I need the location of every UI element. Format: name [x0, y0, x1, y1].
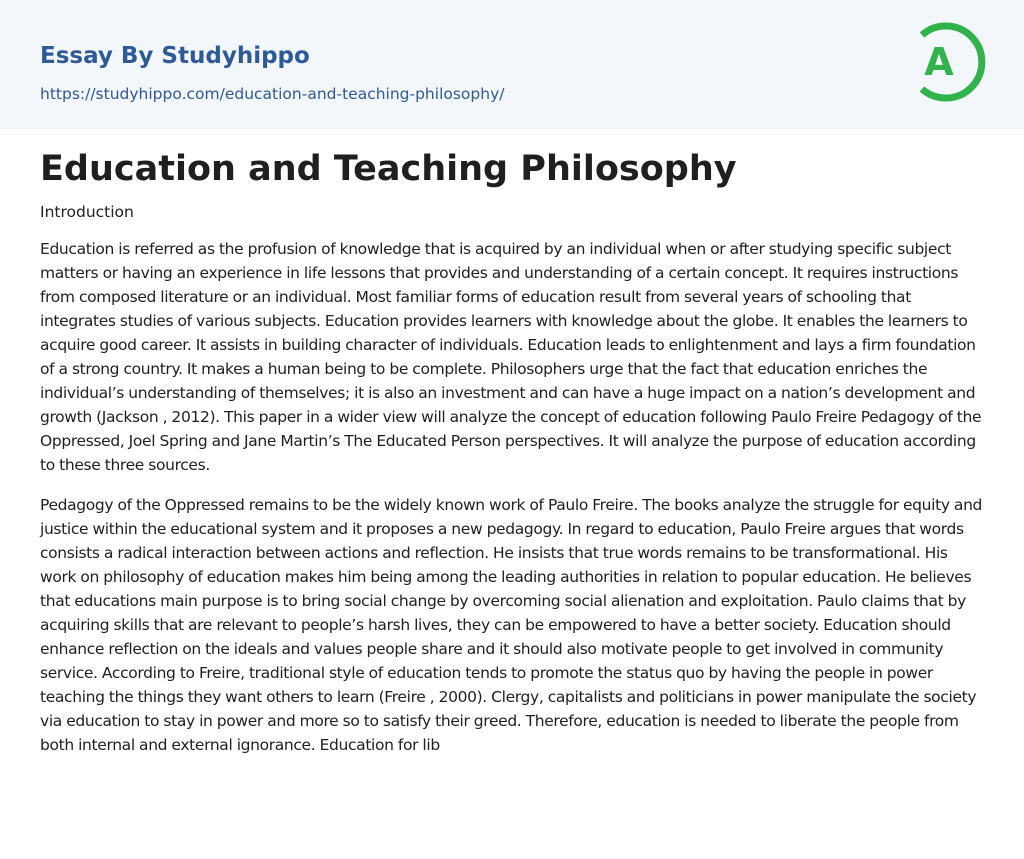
section-label: Introduction [40, 203, 134, 221]
logo-letter: A [924, 40, 954, 84]
brand-title: Essay By Studyhippo [40, 43, 310, 69]
paragraph-1: Education is referred as the profusion of knowledge that is acquired by an individual when or after studying specific subject matters or having an experience in life lessons that provides and understanding of a certain concept. It requires instructions from composed literature or an individual. Most familiar forms of education result from several years of schooling that integrates studies of various subjects. Education provides learners with knowledge about the globe. It enables the learners to acquire good career. It assists in building character of individuals. Education leads to enlightenment and lays a firm foundation of a strong country. It makes a human being to be complete. Philosophers urge that the fact that education enriches the individual’s understanding of themselves; it is also an investment and can have a huge impact on a nation’s development and growth (Jackson , 2012). This paper in a wider view will analyze the concept of education following Paulo Freire Pedagogy of the Oppressed, Joel Spring and Jane Martin’s The Educated Person perspectives. It will analyze the purpose of education according to these three sources. [40, 240, 982, 474]
site-header [0, 0, 1024, 129]
paragraph-2: Pedagogy of the Oppressed remains to be the widely known work of Paulo Freire. The books analyze the struggle for equity and justice within the educational system and it proposes a new pedagogy. In regard to education, Paulo Freire argues that words consists a radical interaction between actions and reflection. He insists that true words remains to be transformational. His work on philosophy of education makes him being among the leading authorities in relation to popular education. He believes that educations main purpose is to bring social change by overcoming social alienation and exploitation. Paulo claims that by acquiring skills that are relevant to people’s harsh lives, they can be empowered to have a better society. Education should enhance reflection on the ideals and values people share and it should also motivate people to get involved in community service. According to Freire, traditional style of education tends to promote the status quo by having the people in power teaching the things they want others to learn (Freire , 2000). Clergy, capitalists and politicians in power manipulate the society via education to stay in power and more so to satisfy their greed. Therefore, education is needed to liberate the people from both internal and external ignorance. Education for lib [40, 496, 983, 754]
page-title: Education and Teaching Philosophy [40, 149, 737, 189]
studyhippo-logo-icon [912, 19, 986, 105]
essay-content [0, 129, 1024, 757]
source-url-link[interactable]: https://studyhippo.com/education-and-teaching-philosophy/ [40, 85, 505, 103]
